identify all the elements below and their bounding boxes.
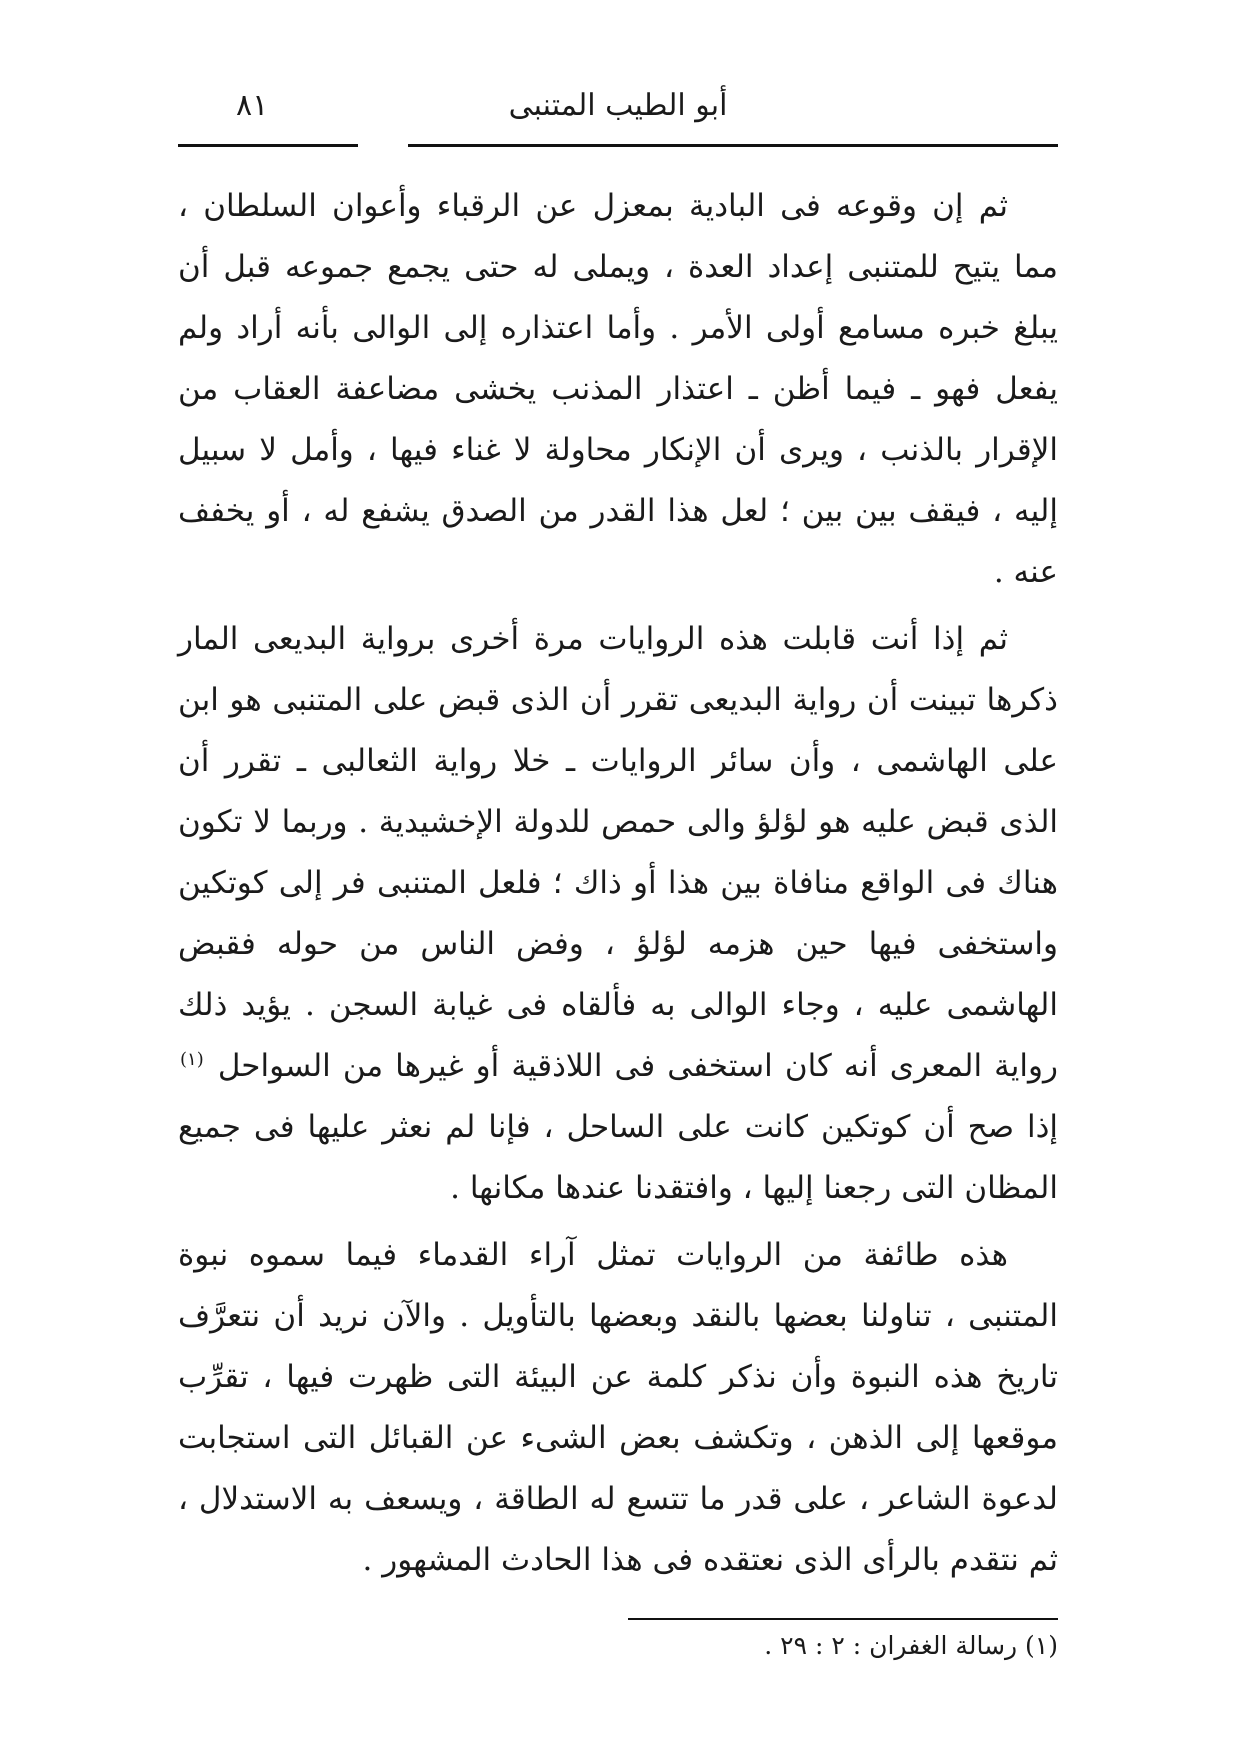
footnote-marker: (١) [180, 1048, 204, 1070]
paragraph-1: ثم إن وقوعه فى البادية بمعزل عن الرقباء وأعوان السلطان ، مما يتيح للمتنبى إعداد العدة ، ويملى له حتى يجمع جموعه قبل أن يبلغ خبره مسامع أولى الأمر . وأما اعتذاره إلى الوالى بأنه أراد ولم يفعل فهو ـ فيما أظن ـ اعتذار المذنب يخشى مضاعفة العقاب من الإقرار بالذنب ، ويرى أن الإنكار محاولة لا غناء فيها ، وأمل لا سبيل إليه ، فيقف بين بين ؛ لعل هذا القدر من الصدق يشفع له ، أو يخفف عنه . [178, 188, 1058, 590]
header-rule [178, 144, 1058, 147]
footnote-rule [628, 1618, 1058, 1620]
paragraph-2-tail: إذا صح أن كوتكين كانت على الساحل ، فإنا لم نعثر عليها فى جميع المظان التى رجعنا إليها ، وافتقدنا عندها مكانها . [178, 1109, 1058, 1206]
paragraph-2 [178, 609, 1058, 1219]
header-rule-gap [358, 144, 408, 147]
page-header [178, 82, 1058, 152]
footnote-1: (١) رسالة الغفران : ٢ : ٢٩ . [764, 1631, 1058, 1660]
paragraph-2-text: ثم إذا أنت قابلت هذه الروايات مرة أخرى برواية البديعى المار ذكرها تبينت أن رواية البديعى تقرر أن الذى قبض على المتنبى هو ابن على الهاشمى ، وأن سائر الروايات ـ خلا رواية الثعالبى ـ تقرر أن الذى قبض عليه هو لؤلؤ والى حمص للدولة الإخشيدية . وربما لا تكون هناك فى الواقع منافاة بين هذا أو ذاك ؛ فلعل المتنبى فر إلى كوتكين واستخفى فيها حين هزمه لؤلؤ ، وفض الناس من حوله فقبض الهاشمى عليه ، وجاء الوالى به فألقاه فى غيابة السجن . يؤيد ذلك رواية المعرى أنه كان استخفى فى اللاذقية أو غيرها من السواحل [178, 621, 1058, 1084]
running-title: أبو الطيب المتنبى [508, 88, 728, 123]
page-number: ٨١ [236, 88, 269, 123]
body-text [178, 176, 1058, 1591]
paragraph-3: هذه طائفة من الروايات تمثل آراء القدماء فيما سموه نبوة المتنبى ، تناولنا بعضها بالنقد وبعضها بالتأويل . والآن نريد أن نتعرَّف تاريخ هذه النبوة وأن نذكر كلمة عن البيئة التى ظهرت فيها ، تقرِّب موقعها إلى الذهن ، وتكشف بعض الشىء عن القبائل التى استجابت لدعوة الشاعر ، على قدر ما تتسع له الطاقة ، ويسعف به الاستدلال ، ثم نتقدم بالرأى الذى نعتقده فى هذا الحادث المشهور . [178, 1237, 1058, 1578]
